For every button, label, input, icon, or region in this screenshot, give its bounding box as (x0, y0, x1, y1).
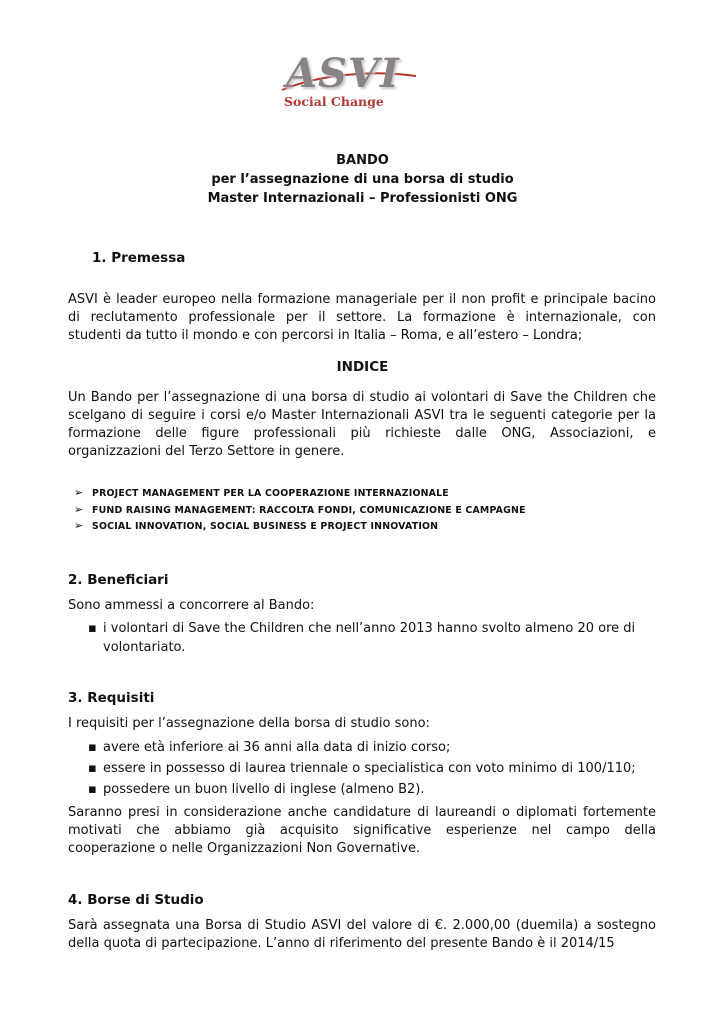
arrow-bullet-icon: ➢ (74, 519, 84, 532)
category-item (74, 486, 449, 499)
category-item (74, 503, 526, 516)
paragraph-line: motivati che abbiamo già acquisito significative esperienze nel campo della (68, 823, 656, 838)
arrow-bullet-icon: ➢ (74, 503, 84, 516)
logo-subtitle: Social Change (284, 94, 384, 109)
paragraph-line: scelgano di seguire i corsi e/o Master Internazionali ASVI tra le seguenti categorie per la (68, 408, 656, 423)
bullet-icon: ▪ (88, 761, 97, 776)
paragraph-line: Sarà assegnata una Borsa di Studio ASVI del valore di €. 2.000,00 (duemila) a sostegno (68, 918, 656, 933)
document-title (0, 151, 725, 208)
paragraph-line: cooperazione o nelle Organizzazioni Non Governative. (68, 841, 421, 856)
list-item-text: i volontari di Save the Children che nell’anno 2013 hanno svolto almeno 20 ore di (103, 621, 636, 636)
paragraph-line: formazione delle figure professionali più richieste dalle ONG, Associazioni, e (68, 426, 656, 441)
section-heading-requisiti: 3. Requisiti (68, 690, 155, 706)
paragraph-line: Sono ammessi a concorrere al Bando: (68, 598, 315, 613)
bullet-icon: ▪ (88, 740, 97, 755)
list-item (88, 621, 656, 636)
asvi-logo (280, 50, 420, 120)
category-label: SOCIAL INNOVATION, SOCIAL BUSINESS E PROJECT INNOVATION (92, 521, 439, 532)
logo-word: ASVI (286, 50, 400, 97)
arrow-bullet-icon: ➢ (74, 486, 84, 499)
paragraph-line: della quota di partecipazione. L’anno di riferimento del presente Bando è il 2014/15 (68, 936, 615, 951)
list-item (88, 740, 450, 755)
paragraph-line: di reclutamento professionale per il settore. La formazione è internazionale, con (68, 310, 656, 325)
list-item (88, 782, 424, 797)
category-item (74, 519, 438, 532)
list-item-text: volontariato. (103, 640, 186, 655)
bullet-icon: ▪ (88, 782, 97, 797)
bullet-icon: ▪ (88, 621, 97, 636)
paragraph-line: I requisiti per l’assegnazione della borsa di studio sono: (68, 716, 430, 731)
list-item (88, 761, 636, 776)
section-heading-beneficiari: 2. Beneficiari (68, 572, 169, 588)
section-heading-premessa: 1. Premessa (92, 250, 186, 266)
list-item-text: essere in possesso di laurea triennale o specialistica con voto minimo di 100/110; (103, 761, 636, 776)
paragraph-line: organizzazioni del Terzo Settore in genere. (68, 444, 345, 459)
paragraph-line: Saranno presi in considerazione anche candidature di laureandi o diplomati fortemente (68, 805, 656, 820)
paragraph-line: ASVI è leader europeo nella formazione manageriale per il non profit e principale bacino (68, 292, 656, 307)
title-line: Master Internazionali – Professionisti ONG (207, 191, 518, 206)
category-label: PROJECT MANAGEMENT PER LA COOPERAZIONE INTERNAZIONALE (92, 488, 449, 499)
paragraph-line: studenti da tutto il mondo e con percorsi in Italia – Roma, e all’estero – Londra; (68, 328, 583, 343)
section-heading-borse: 4. Borse di Studio (68, 892, 204, 908)
category-label: FUND RAISING MANAGEMENT: RACCOLTA FONDI, COMUNICAZIONE E CAMPAGNE (92, 505, 526, 516)
list-item-text: avere età inferiore ai 36 anni alla data di inizio corso; (103, 740, 451, 755)
section-heading-indice: INDICE (336, 359, 389, 375)
list-item-text: possedere un buon livello di inglese (almeno B2). (103, 782, 425, 797)
title-line: per l’assegnazione di una borsa di studio (211, 172, 514, 187)
title-line: BANDO (336, 153, 389, 168)
paragraph-line: Un Bando per l’assegnazione di una borsa di studio ai volontari di Save the Children che (68, 390, 656, 405)
